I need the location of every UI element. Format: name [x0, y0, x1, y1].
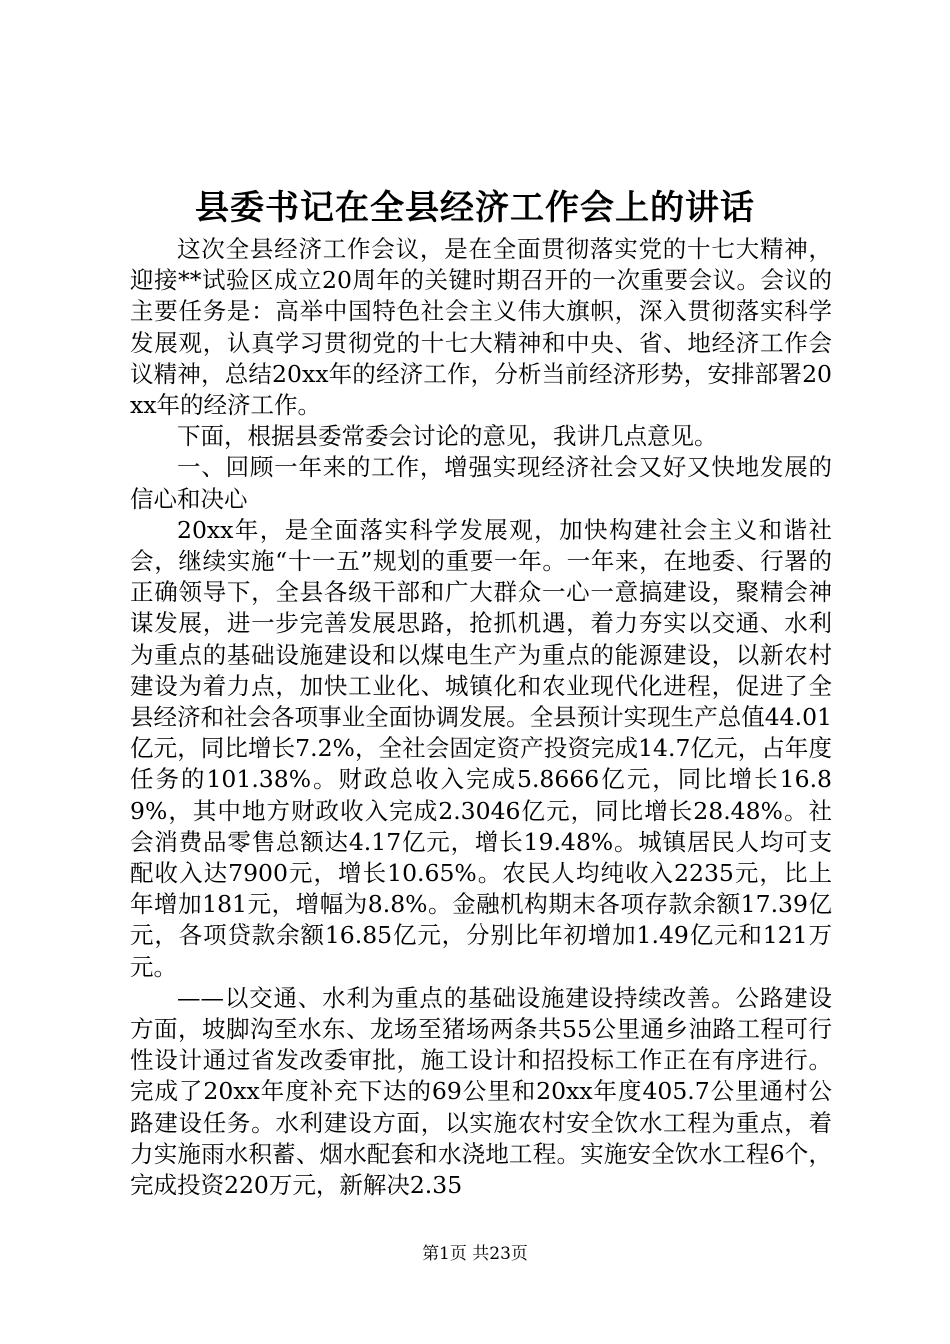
paragraph-review: 20xx年，是全面落实科学发展观，加快构建社会主义和谐社会，继续实施“十一五”规划的重要一年。一年来，在地委、行署的正确领导下，全县各级干部和广大群众一心一意搞建设，聚精会神谋发展，进一步完善发展思路，抢抓机遇，着力夯实以交通、水利为重点的基础设施建设和以煤电生产为重点的能源建设，以新农村建设为着力点，加快工业化、城镇化和农业现代化进程，促进了全县经济和社会各项事业全面协调发展。全县预计实现生产总值44.01亿元，同比增长7.2%，全社会固定资产投资完成14.7亿元，占年度任务的101.38%。财政总收入完成5.8666亿元，同比增长16.89%，其中地方财政收入完成2.3046亿元，同比增长28.48%。社会消费品零售总额达4.17亿元，增长19.48%。城镇居民人均可支配收入达7900元，增长10.65%。农民人均纯收入2235元，比上年增加181元，增幅为8.8%。金融机构期末各项存款余额17.39亿元，各项贷款余额16.85亿元，分别比年初增加1.49亿元和121万元。 [130, 515, 832, 981]
section-heading-1: 一、回顾一年来的工作，增强实现经济社会又好又快地发展的信心和决心 [130, 453, 832, 513]
document-title: 县委书记在全县经济工作会上的讲话 [195, 188, 755, 228]
paragraph-infrastructure: ——以交通、水利为重点的基础设施建设持续改善。公路建设方面，坡脚沟至水东、龙场至猪场两条共55公里通乡油路工程可行性设计通过省发改委审批，施工设计和招投标工作正在有序进行。完成了20xx年度补充下达的69公里和20xx年度405.7公里通村公路建设任务。水利建设方面，以实施农村安全饮水工程为重点，着力实施雨水积蓄、烟水配套和水浇地工程。实施安全饮水工程6个，完成投资220万元，新解决2.35 [130, 983, 832, 1200]
page-number-footer: 第1页 共23页 [422, 1244, 528, 1264]
paragraph-opinion: 下面，根据县委常委会讨论的意见，我讲几点意见。 [177, 422, 718, 451]
document-body [130, 234, 832, 1201]
paragraph-intro: 这次全县经济工作会议，是在全面贯彻落实党的十七大精神，迎接**试验区成立20周年的关键时期召开的一次重要会议。会议的主要任务是：高举中国特色社会主义伟大旗帜，深入贯彻落实科学发展观，认真学习贯彻党的十七大精神和中央、省、地经济工作会议精神，总结20xx年的经济工作，分析当前经济形势，安排部署20xx年的经济工作。 [130, 235, 832, 420]
